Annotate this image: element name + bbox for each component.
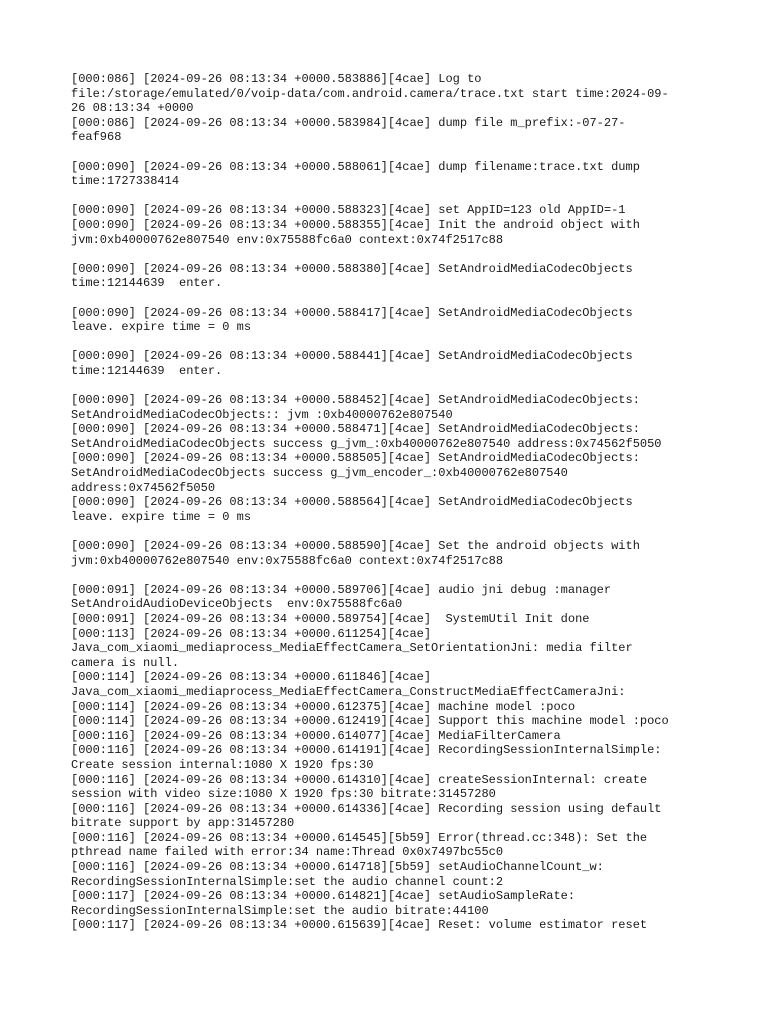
log-line: [000:116] [2024-09-26 08:13:34 +0000.614718][5b59] setAudioChannelCount_w: <box>71 860 604 875</box>
blank-line <box>71 378 731 393</box>
log-line: SetAndroidAudioDeviceObjects env:0x75588fc6a0 <box>71 597 403 612</box>
log-line: [000:117] [2024-09-26 08:13:34 +0000.614821][4cae] setAudioSampleRate: <box>71 889 576 904</box>
log-line: leave. expire time = 0 ms <box>71 509 252 524</box>
log-line: [000:090] [2024-09-26 08:13:34 +0000.588590][4cae] Set the android objects with <box>71 539 640 553</box>
log-line: [000:090] [2024-09-26 08:13:34 +0000.588471][4cae] SetAndroidMediaCodecObjects: <box>71 422 640 437</box>
log-line: address:0x74562f5050 <box>71 480 216 495</box>
log-line: session with video size:1080 X 1920 fps:30 bitrate:31457280 <box>71 787 496 802</box>
log-line: [000:113] [2024-09-26 08:13:34 +0000.611254][4cae] <box>71 626 432 641</box>
log-line: [000:090] [2024-09-26 08:13:34 +0000.588564][4cae] SetAndroidMediaCodecObjects <box>71 495 633 510</box>
log-line: [000:116] [2024-09-26 08:13:34 +0000.614545][5b59] Error(thread.cc:348): Set the <box>71 830 648 845</box>
log-line: Create session internal:1080 X 1920 fps:30 <box>71 757 374 772</box>
log-line: pthread name failed with error:34 name:Thread 0x0x7497bc55c0 <box>71 845 504 860</box>
log-line: time:12144639 enter. <box>71 363 223 378</box>
blank-line <box>71 568 731 583</box>
log-line: [000:090] [2024-09-26 08:13:34 +0000.588505][4cae] SetAndroidMediaCodecObjects: <box>71 451 640 466</box>
log-line: Java_com_xiaomi_mediaprocess_MediaEffectCamera_ConstructMediaEffectCameraJni: <box>71 684 626 699</box>
log-line: SetAndroidMediaCodecObjects success g_jvm_encoder_:0xb40000762e807540 <box>71 466 568 481</box>
log-line: camera is null. <box>71 655 180 670</box>
log-line: [000:117] [2024-09-26 08:13:34 +0000.615639][4cae] Reset: volume estimator reset <box>71 918 648 933</box>
log-line: [000:114] [2024-09-26 08:13:34 +0000.612419][4cae] Support this machine model :poco <box>71 714 669 729</box>
log-line: [000:116] [2024-09-26 08:13:34 +0000.614336][4cae] Recording session using default <box>71 801 662 816</box>
log-text-body <box>71 72 731 933</box>
log-line: RecordingSessionInternalSimple:set the audio channel count:2 <box>71 874 504 889</box>
log-line: [000:114] [2024-09-26 08:13:34 +0000.612375][4cae] machine model :poco <box>71 699 576 714</box>
log-line: [000:086] [2024-09-26 08:13:34 +0000.583886][4cae] Log to <box>71 72 482 86</box>
log-line: [000:090] [2024-09-26 08:13:34 +0000.588061][4cae] dump filename:trace.txt dump <box>71 159 640 174</box>
log-line: SetAndroidMediaCodecObjects success g_jvm_:0xb40000762e807540 address:0x74562f5050 <box>71 436 662 451</box>
blank-line <box>71 524 731 539</box>
blank-line <box>71 335 731 350</box>
log-line: [000:090] [2024-09-26 08:13:34 +0000.588441][4cae] SetAndroidMediaCodecObjects <box>71 349 633 364</box>
log-line: [000:090] [2024-09-26 08:13:34 +0000.588355][4cae] Init the android object with <box>71 217 640 232</box>
blank-line <box>71 247 731 262</box>
log-line: bitrate support by app:31457280 <box>71 816 295 831</box>
log-line: file:/storage/emulated/0/voip-data/com.android.camera/trace.txt start time:2024-09- <box>71 86 669 101</box>
log-line: Java_com_xiaomi_mediaprocess_MediaEffectCamera_SetOrientationJni: media filter <box>71 641 633 656</box>
log-line: [000:116] [2024-09-26 08:13:34 +0000.614191][4cae] RecordingSessionInternalSimple: <box>71 743 662 758</box>
log-line: RecordingSessionInternalSimple:set the audio bitrate:44100 <box>71 903 489 918</box>
log-line: leave. expire time = 0 ms <box>71 320 252 335</box>
blank-line <box>71 189 731 204</box>
log-line: [000:091] [2024-09-26 08:13:34 +0000.589754][4cae] SystemUtil Init done <box>71 611 590 626</box>
log-line: [000:091] [2024-09-26 08:13:34 +0000.589706][4cae] audio jni debug :manager <box>71 582 612 597</box>
log-line: [000:116] [2024-09-26 08:13:34 +0000.614077][4cae] MediaFilterCamera <box>71 728 561 743</box>
log-line: [000:114] [2024-09-26 08:13:34 +0000.611846][4cae] <box>71 670 432 685</box>
log-line: jvm:0xb40000762e807540 env:0x75588fc6a0 context:0x74f2517c88 <box>71 232 504 247</box>
log-line: SetAndroidMediaCodecObjects:: jvm :0xb40000762e807540 <box>71 407 453 422</box>
log-line: 26 08:13:34 +0000 <box>71 101 194 116</box>
log-line: time:1727338414 <box>71 174 180 189</box>
log-line: time:12144639 enter. <box>71 276 223 291</box>
blank-line <box>71 145 731 160</box>
log-line: [000:090] [2024-09-26 08:13:34 +0000.588452][4cae] SetAndroidMediaCodecObjects: <box>71 393 640 408</box>
log-line: [000:086] [2024-09-26 08:13:34 +0000.583984][4cae] dump file m_prefix:-07-27- <box>71 115 626 130</box>
log-line: feaf968 <box>71 130 122 145</box>
log-line: [000:090] [2024-09-26 08:13:34 +0000.588380][4cae] SetAndroidMediaCodecObjects <box>71 261 633 276</box>
log-line: [000:090] [2024-09-26 08:13:34 +0000.588323][4cae] set AppID=123 old AppID=-1 <box>71 203 626 218</box>
blank-line <box>71 291 731 306</box>
log-line: [000:090] [2024-09-26 08:13:34 +0000.588417][4cae] SetAndroidMediaCodecObjects <box>71 305 633 320</box>
log-line: jvm:0xb40000762e807540 env:0x75588fc6a0 context:0x74f2517c88 <box>71 553 504 568</box>
log-line: [000:116] [2024-09-26 08:13:34 +0000.614310][4cae] createSessionInternal: create <box>71 772 648 787</box>
